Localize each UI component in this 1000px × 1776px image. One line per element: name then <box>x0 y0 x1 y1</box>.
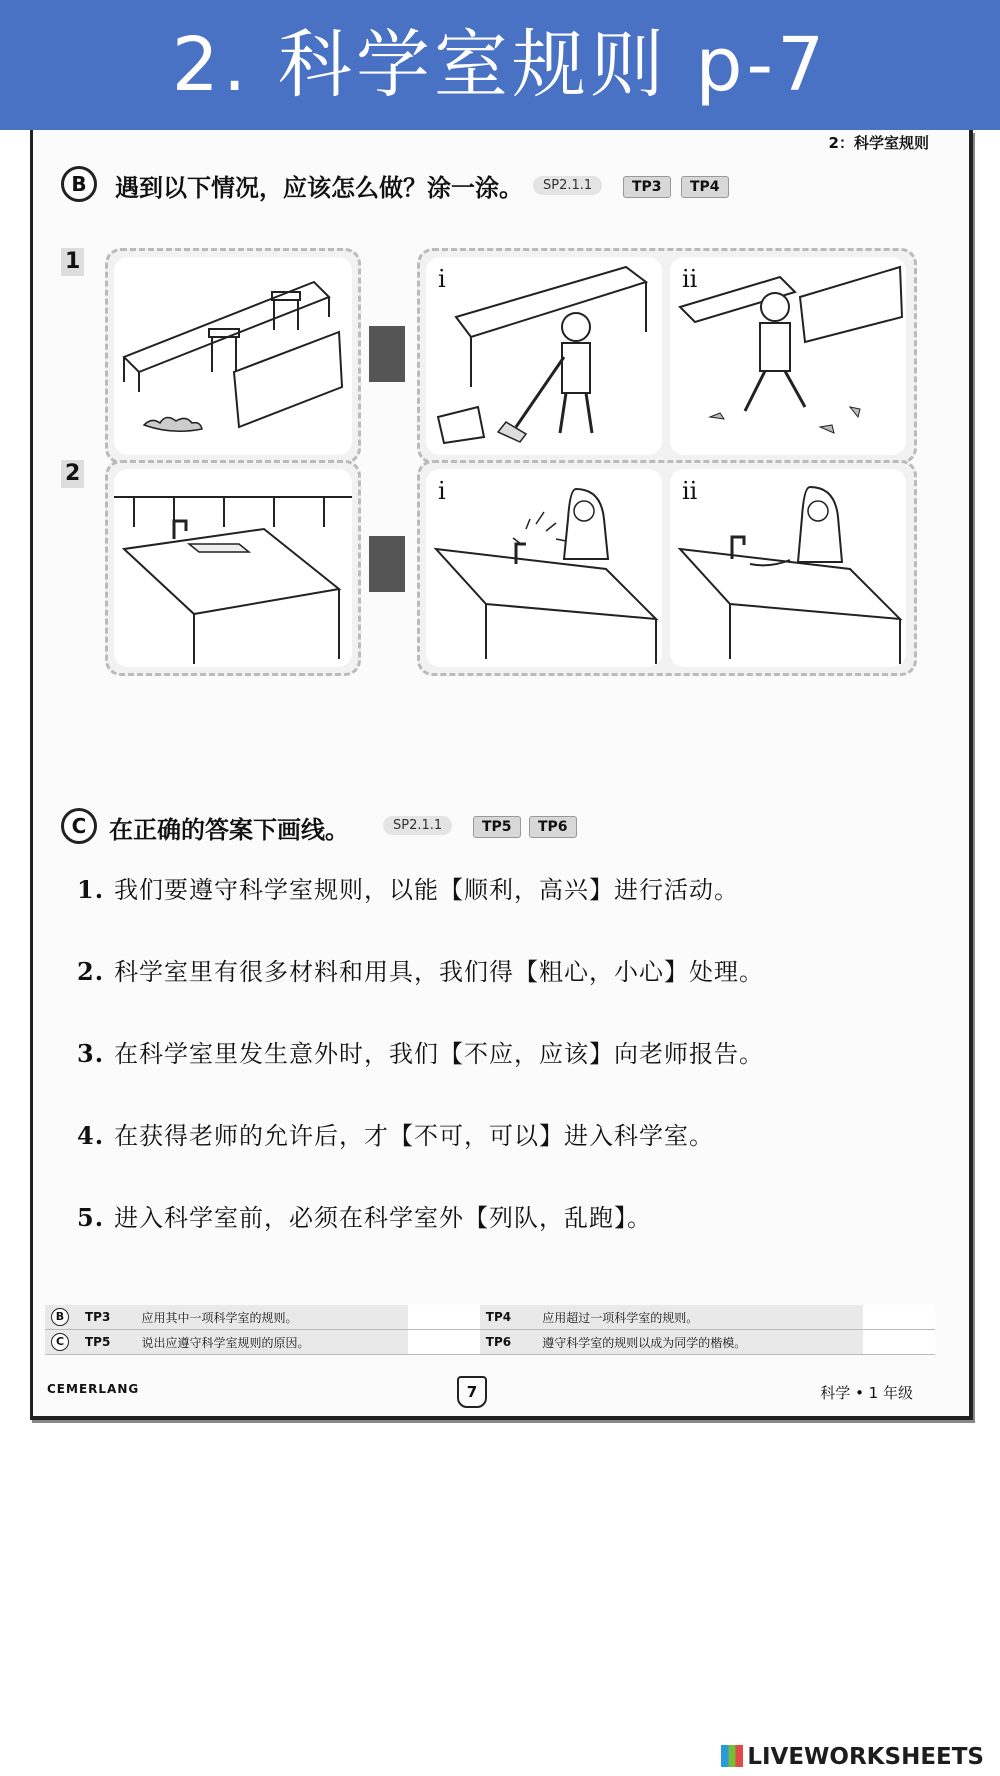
boy-sweeping-illustration <box>426 257 662 455</box>
question-4[interactable] <box>77 1116 714 1151</box>
tp6-text: 遵守科学室的规则以成为同学的楷模。 <box>536 1330 863 1355</box>
tp6-key: TP6 <box>480 1330 536 1355</box>
section-c-tp5: TP5 <box>473 816 521 838</box>
row-1-number: 1 <box>61 248 84 276</box>
row-1-options-panel <box>417 248 917 464</box>
tp3-text: 应用其中一项科学室的规则。 <box>135 1305 407 1330</box>
row-2-number: 2 <box>61 460 84 488</box>
section-c-tp6: TP6 <box>529 816 577 838</box>
question-3-number: 3. <box>77 1039 105 1068</box>
tp5-key: TP5 <box>79 1330 135 1355</box>
tp5-text: 说出应遵守科学室规则的原因。 <box>135 1330 407 1355</box>
lab-sink-illustration <box>114 469 352 667</box>
section-c-instruction: 在正确的答案下画线。 <box>109 816 349 844</box>
question-1[interactable] <box>77 870 739 905</box>
boy-walking-illustration <box>670 257 906 455</box>
tp-row-b <box>45 1305 935 1330</box>
question-4-text[interactable]: 在获得老师的允许后，才【不可，可以】进入科学室。 <box>114 1122 715 1150</box>
question-4-number: 4. <box>77 1121 105 1150</box>
worksheet-page <box>30 130 973 1420</box>
girl-washing-carefully-illustration <box>670 469 906 667</box>
question-3[interactable] <box>77 1034 764 1069</box>
section-c-badge: C <box>61 808 97 844</box>
page-number: 7 <box>457 1376 487 1408</box>
tp4-key: TP4 <box>480 1305 536 1330</box>
tp-row-c <box>45 1330 935 1355</box>
tp5-box <box>408 1330 480 1355</box>
row-2-arrow <box>369 536 405 592</box>
row-1-option-i[interactable] <box>426 257 662 455</box>
question-5-text[interactable]: 进入科学室前，必须在科学室外【列队，乱跑】。 <box>114 1204 653 1232</box>
row-1-option-ii[interactable] <box>670 257 906 455</box>
tp4-text: 应用超过一项科学室的规则。 <box>536 1305 863 1330</box>
row-2-option-i[interactable] <box>426 469 662 667</box>
tp-row-b-badge: B <box>51 1308 69 1326</box>
page-title-banner <box>0 0 1000 130</box>
question-3-text[interactable]: 在科学室里发生意外时，我们【不应，应该】向老师报告。 <box>114 1040 765 1068</box>
row-1-situation-panel <box>105 248 361 464</box>
question-2-text[interactable]: 科学室里有很多材料和用具，我们得【粗心，小心】处理。 <box>114 958 765 986</box>
girl-splashing-water-illustration <box>426 469 662 667</box>
tp4-box <box>863 1305 935 1330</box>
row-1-situation-picture <box>114 257 352 455</box>
tp3-box <box>408 1305 480 1330</box>
question-2-number: 2. <box>77 957 105 986</box>
row-2-option-ii-label: ii <box>682 477 698 505</box>
tp-row-c-badge: C <box>51 1333 69 1351</box>
row-1-arrow <box>369 326 405 382</box>
messy-lab-illustration <box>114 257 352 455</box>
tp-descriptor-table <box>45 1305 935 1355</box>
row-2-situation-panel <box>105 460 361 676</box>
row-2-option-ii[interactable] <box>670 469 906 667</box>
subject-label: 科学 • 1 年级 <box>820 1384 913 1402</box>
question-2[interactable] <box>77 952 764 987</box>
liveworksheets-logo-icon <box>721 1745 743 1767</box>
publisher-logo: CEMERLANG <box>47 1382 140 1396</box>
question-1-text[interactable]: 我们要遵守科学室规则，以能【顺利，高兴】进行活动。 <box>114 876 740 904</box>
page-title: 2. 科学室规则 p-7 <box>171 22 829 108</box>
section-b-tp4: TP4 <box>681 176 729 198</box>
question-1-number: 1. <box>77 875 105 904</box>
row-1-option-i-label: i <box>438 265 446 293</box>
row-1-option-ii-label: ii <box>682 265 698 293</box>
tp3-key: TP3 <box>79 1305 135 1330</box>
row-2-situation-picture <box>114 469 352 667</box>
liveworksheets-brand-text: LIVEWORKSHEETS <box>747 1744 984 1770</box>
question-5[interactable] <box>77 1198 652 1233</box>
row-2-options-panel <box>417 460 917 676</box>
section-c-code: SP2.1.1 <box>383 816 452 835</box>
section-b-code: SP2.1.1 <box>533 176 602 195</box>
tp6-box <box>863 1330 935 1355</box>
chapter-tag: 2：科学室规则 <box>828 134 929 152</box>
section-b-instruction: 遇到以下情况，应该怎么做？涂一涂。 <box>115 174 523 202</box>
question-5-number: 5. <box>77 1203 105 1232</box>
row-2-option-i-label: i <box>438 477 446 505</box>
liveworksheets-brand <box>721 1744 984 1770</box>
section-b-badge: B <box>61 166 97 202</box>
section-b-tp3: TP3 <box>623 176 671 198</box>
